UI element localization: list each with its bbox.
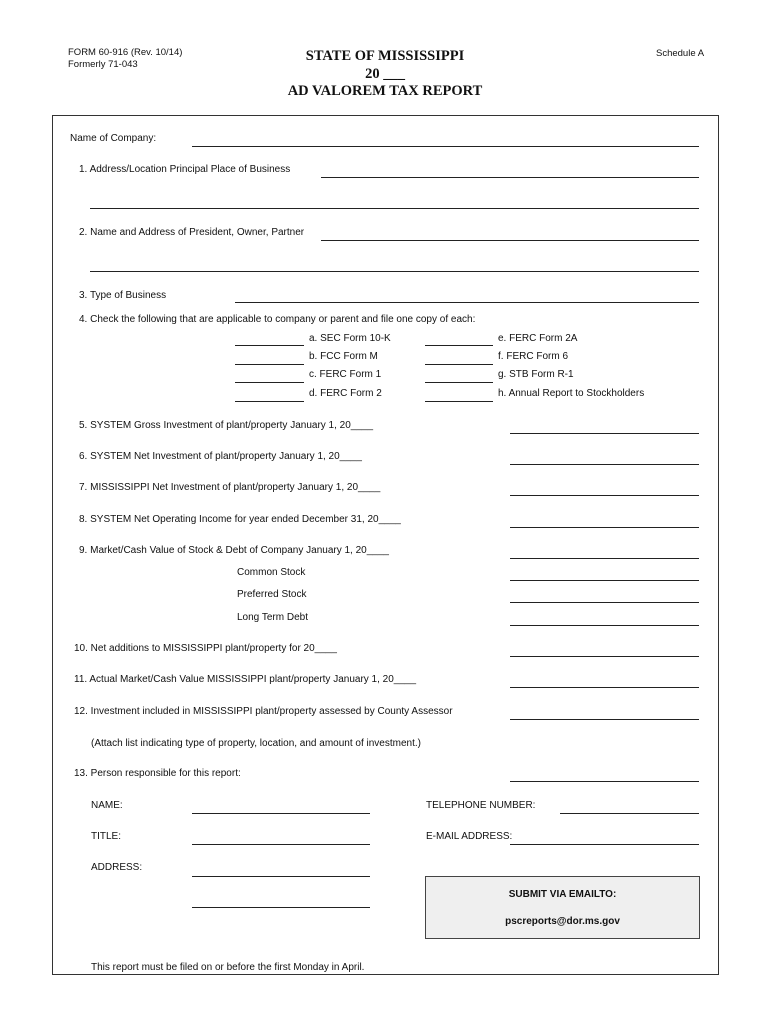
contact-name-field[interactable] xyxy=(192,813,370,814)
item8-label: 8. SYSTEM Net Operating Income for year ended December 31, 20____ xyxy=(79,514,401,525)
email-label: E-MAIL ADDRESS: xyxy=(426,831,513,842)
item8-field[interactable] xyxy=(510,527,699,528)
page-title: STATE OF MISSISSIPPI xyxy=(305,48,465,64)
company-name-field[interactable] xyxy=(192,146,699,147)
contact-title-field[interactable] xyxy=(192,844,370,845)
contact-address-label: ADDRESS: xyxy=(91,862,143,873)
telephone-field[interactable] xyxy=(560,813,699,814)
item5-field[interactable] xyxy=(510,433,699,434)
item3-label: 3. Type of Business xyxy=(79,290,167,301)
check-c-field[interactable] xyxy=(235,382,304,383)
item2-field-line2[interactable] xyxy=(90,271,699,272)
check-g-label: g. STB Form R-1 xyxy=(498,369,574,380)
item7-label: 7. MISSISSIPPI Net Investment of plant/property January 1, 20____ xyxy=(79,482,381,493)
item11-label: 11. Actual Market/Cash Value MISSISSIPPI plant/property January 1, 20____ xyxy=(74,674,417,685)
schedule-label: Schedule A xyxy=(656,48,705,59)
contact-name-label: NAME: xyxy=(91,800,123,811)
check-d-field[interactable] xyxy=(235,401,304,402)
item2-field[interactable] xyxy=(321,240,699,241)
common-stock-field[interactable] xyxy=(510,580,699,581)
submit-email-link[interactable]: pscreports@dor.ms.gov xyxy=(505,916,620,927)
company-name-label: Name of Company: xyxy=(70,133,157,144)
check-h-field[interactable] xyxy=(425,401,493,402)
long-term-debt-label: Long Term Debt xyxy=(237,612,308,623)
item1-field[interactable] xyxy=(321,177,699,178)
check-b-label: b. FCC Form M xyxy=(309,351,378,362)
check-h-label: h. Annual Report to Stockholders xyxy=(498,388,645,399)
item5-label: 5. SYSTEM Gross Investment of plant/property January 1, 20____ xyxy=(79,420,374,431)
item12-label: 12. Investment included in MISSISSIPPI plant/property assessed by County Assessor xyxy=(74,706,453,717)
check-a-field[interactable] xyxy=(235,345,304,346)
common-stock-label: Common Stock xyxy=(237,567,306,578)
item1-label: 1. Address/Location Principal Place of Business xyxy=(79,164,291,175)
submit-box xyxy=(425,876,700,939)
email-field[interactable] xyxy=(510,844,699,845)
formerly-number: Formerly 71-043 xyxy=(68,59,138,70)
form-number: FORM 60-916 (Rev. 10/14) xyxy=(68,47,183,58)
item9-label: 9. Market/Cash Value of Stock & Debt of Company January 1, 20____ xyxy=(79,545,389,556)
preferred-stock-field[interactable] xyxy=(510,602,699,603)
contact-title-label: TITLE: xyxy=(91,831,122,842)
check-b-field[interactable] xyxy=(235,364,304,365)
item9-field[interactable] xyxy=(510,558,699,559)
report-title: AD VALOREM TAX REPORT xyxy=(287,83,483,99)
preferred-stock-label: Preferred Stock xyxy=(237,589,307,600)
item6-field[interactable] xyxy=(510,464,699,465)
item2-label: 2. Name and Address of President, Owner, Partner xyxy=(79,227,305,238)
check-e-label: e. FERC Form 2A xyxy=(498,333,578,344)
item4-label: 4. Check the following that are applicable to company or parent and file one copy of each: xyxy=(79,314,476,325)
submit-label: SUBMIT VIA EMAILTO: xyxy=(508,889,617,900)
contact-address-field[interactable] xyxy=(192,876,370,877)
item1-field-line2[interactable] xyxy=(90,208,699,209)
item12-field[interactable] xyxy=(510,719,699,720)
item13-field[interactable] xyxy=(510,781,699,782)
item10-field[interactable] xyxy=(510,656,699,657)
long-term-debt-field[interactable] xyxy=(510,625,699,626)
telephone-label: TELEPHONE NUMBER: xyxy=(426,800,536,811)
item3-field[interactable] xyxy=(235,302,699,303)
contact-address-field-line2[interactable] xyxy=(192,907,370,908)
item11-field[interactable] xyxy=(510,687,699,688)
check-c-label: c. FERC Form 1 xyxy=(309,369,382,380)
item13-label: 13. Person responsible for this report: xyxy=(74,768,241,779)
item7-field[interactable] xyxy=(510,495,699,496)
item6-label: 6. SYSTEM Net Investment of plant/property January 1, 20____ xyxy=(79,451,362,462)
attach-note: (Attach list indicating type of property, location, and amount of investment.) xyxy=(91,738,421,749)
check-f-label: f. FERC Form 6 xyxy=(498,351,569,362)
check-f-field[interactable] xyxy=(425,364,493,365)
check-e-field[interactable] xyxy=(425,345,493,346)
check-a-label: a. SEC Form 10-K xyxy=(309,333,391,344)
item10-label: 10. Net additions to MISSISSIPPI plant/property for 20____ xyxy=(74,643,337,654)
check-g-field[interactable] xyxy=(425,382,493,383)
check-d-label: d. FERC Form 2 xyxy=(309,388,382,399)
year-line: 20 ___ xyxy=(365,66,405,82)
filing-deadline-note: This report must be filed on or before the first Monday in April. xyxy=(91,962,365,973)
